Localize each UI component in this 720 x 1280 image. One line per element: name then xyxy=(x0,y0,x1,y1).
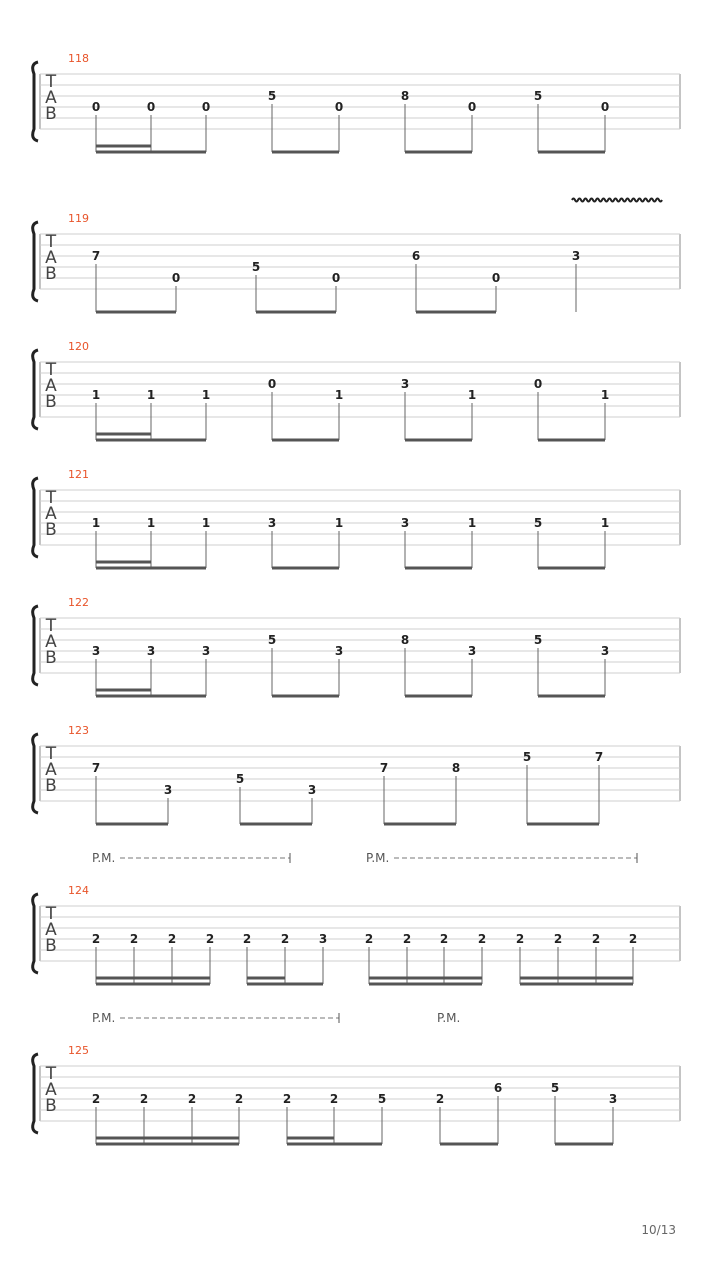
system-bracket xyxy=(33,62,38,141)
system-bracket xyxy=(33,894,38,973)
fret-number: 2 xyxy=(205,932,215,946)
measure-number: 123 xyxy=(68,724,89,737)
fret-number: 1 xyxy=(201,388,211,402)
fret-number: 5 xyxy=(533,633,543,647)
tab-clef-letter: B xyxy=(45,264,57,284)
tab-clef-letter: B xyxy=(45,392,57,412)
palm-mute-label: P.M. xyxy=(92,851,116,865)
tab-clef-letter: T xyxy=(45,616,57,636)
fret-number: 1 xyxy=(201,516,211,530)
system-bracket xyxy=(33,350,38,429)
tab-system xyxy=(33,468,680,568)
measure-number: 118 xyxy=(68,52,89,65)
fret-number: 1 xyxy=(146,516,156,530)
page-number: 10/13 xyxy=(641,1223,676,1237)
measure-number: 119 xyxy=(68,212,89,225)
fret-number: 2 xyxy=(187,1092,197,1106)
fret-number: 0 xyxy=(600,100,610,114)
fret-number: 1 xyxy=(334,516,344,530)
fret-number: 1 xyxy=(600,516,610,530)
fret-number: 5 xyxy=(533,516,543,530)
fret-number: 0 xyxy=(267,377,277,391)
tab-clef-letter: A xyxy=(45,632,57,652)
fret-number: 2 xyxy=(435,1092,445,1106)
fret-number: 0 xyxy=(533,377,543,391)
system-bracket xyxy=(33,606,38,685)
fret-number: 2 xyxy=(167,932,177,946)
fret-number: 3 xyxy=(467,644,477,658)
fret-number: 0 xyxy=(467,100,477,114)
tab-clef-letter: A xyxy=(45,248,57,268)
tab-clef-letter: B xyxy=(45,776,57,796)
fret-number: 1 xyxy=(467,516,477,530)
fret-number: 2 xyxy=(129,932,139,946)
fret-number: 1 xyxy=(91,516,101,530)
tab-clef-letter: A xyxy=(45,1080,57,1100)
fret-number: 2 xyxy=(234,1092,244,1106)
fret-number: 3 xyxy=(307,783,317,797)
measure-number: 121 xyxy=(68,468,89,481)
system-bracket xyxy=(33,222,38,301)
fret-number: 2 xyxy=(91,932,101,946)
tab-clef-letter: B xyxy=(45,104,57,124)
palm-mute-label: P.M. xyxy=(92,1011,116,1025)
fret-number: 2 xyxy=(402,932,412,946)
fret-number: 8 xyxy=(451,761,461,775)
fret-number: 5 xyxy=(235,772,245,786)
fret-number: 2 xyxy=(280,932,290,946)
tab-clef-letter: B xyxy=(45,1096,57,1116)
vibrato-mark xyxy=(572,199,662,202)
fret-number: 0 xyxy=(491,271,501,285)
tab-system xyxy=(33,52,680,152)
fret-number: 5 xyxy=(550,1081,560,1095)
fret-number: 0 xyxy=(91,100,101,114)
measure-number: 122 xyxy=(68,596,89,609)
tab-clef-letter: A xyxy=(45,376,57,396)
tab-clef-letter: B xyxy=(45,936,57,956)
measure-number: 124 xyxy=(68,884,89,897)
fret-number: 2 xyxy=(628,932,638,946)
fret-number: 2 xyxy=(364,932,374,946)
fret-number: 2 xyxy=(515,932,525,946)
system-bracket xyxy=(33,478,38,557)
fret-number: 8 xyxy=(400,633,410,647)
system-bracket xyxy=(33,1054,38,1133)
fret-number: 5 xyxy=(267,89,277,103)
fret-number: 3 xyxy=(400,516,410,530)
tab-clef-letter: T xyxy=(45,1064,57,1084)
tab-clef-letter: T xyxy=(45,72,57,92)
tab-clef-letter: A xyxy=(45,504,57,524)
fret-number: 0 xyxy=(171,271,181,285)
measure-number: 125 xyxy=(68,1044,89,1057)
palm-mute-label: P.M. xyxy=(437,1011,461,1025)
fret-number: 3 xyxy=(608,1092,618,1106)
tab-clef-letter: T xyxy=(45,904,57,924)
tab-clef-letter: T xyxy=(45,744,57,764)
fret-number: 7 xyxy=(594,750,604,764)
fret-number: 3 xyxy=(267,516,277,530)
fret-number: 2 xyxy=(282,1092,292,1106)
tab-clef-letter: T xyxy=(45,488,57,508)
fret-number: 1 xyxy=(600,388,610,402)
fret-number: 1 xyxy=(334,388,344,402)
fret-number: 5 xyxy=(251,260,261,274)
fret-number: 5 xyxy=(267,633,277,647)
fret-number: 3 xyxy=(571,249,581,263)
fret-number: 2 xyxy=(439,932,449,946)
fret-number: 3 xyxy=(91,644,101,658)
tab-clef-letter: B xyxy=(45,648,57,668)
fret-number: 3 xyxy=(318,932,328,946)
fret-number: 5 xyxy=(522,750,532,764)
tab-system xyxy=(33,851,680,984)
fret-number: 5 xyxy=(377,1092,387,1106)
tab-clef-letter: T xyxy=(45,360,57,380)
fret-number: 1 xyxy=(467,388,477,402)
fret-number: 3 xyxy=(201,644,211,658)
tab-system xyxy=(33,1011,680,1144)
palm-mute-label: P.M. xyxy=(366,851,390,865)
tab-system xyxy=(33,199,680,313)
fret-number: 6 xyxy=(411,249,421,263)
fret-number: 2 xyxy=(91,1092,101,1106)
fret-number: 1 xyxy=(91,388,101,402)
fret-number: 0 xyxy=(331,271,341,285)
tab-clef-letter: A xyxy=(45,920,57,940)
fret-number: 0 xyxy=(334,100,344,114)
fret-number: 3 xyxy=(334,644,344,658)
fret-number: 2 xyxy=(553,932,563,946)
fret-number: 3 xyxy=(400,377,410,391)
fret-number: 2 xyxy=(591,932,601,946)
fret-number: 0 xyxy=(201,100,211,114)
fret-number: 0 xyxy=(146,100,156,114)
fret-number: 8 xyxy=(400,89,410,103)
fret-number: 7 xyxy=(379,761,389,775)
tab-clef-letter: A xyxy=(45,760,57,780)
fret-number: 2 xyxy=(477,932,487,946)
system-bracket xyxy=(33,734,38,813)
fret-number: 5 xyxy=(533,89,543,103)
tab-clef-letter: T xyxy=(45,232,57,252)
fret-number: 7 xyxy=(91,249,101,263)
fret-number: 2 xyxy=(242,932,252,946)
tab-clef-letter: A xyxy=(45,88,57,108)
fret-number: 3 xyxy=(600,644,610,658)
tab-clef-letter: B xyxy=(45,520,57,540)
fret-number: 7 xyxy=(91,761,101,775)
fret-number: 6 xyxy=(493,1081,503,1095)
fret-number: 1 xyxy=(146,388,156,402)
fret-number: 2 xyxy=(329,1092,339,1106)
measure-number: 120 xyxy=(68,340,89,353)
fret-number: 3 xyxy=(146,644,156,658)
tab-system xyxy=(33,724,680,824)
tab-system xyxy=(33,596,680,696)
fret-number: 3 xyxy=(163,783,173,797)
fret-number: 2 xyxy=(139,1092,149,1106)
tab-system xyxy=(33,340,680,440)
